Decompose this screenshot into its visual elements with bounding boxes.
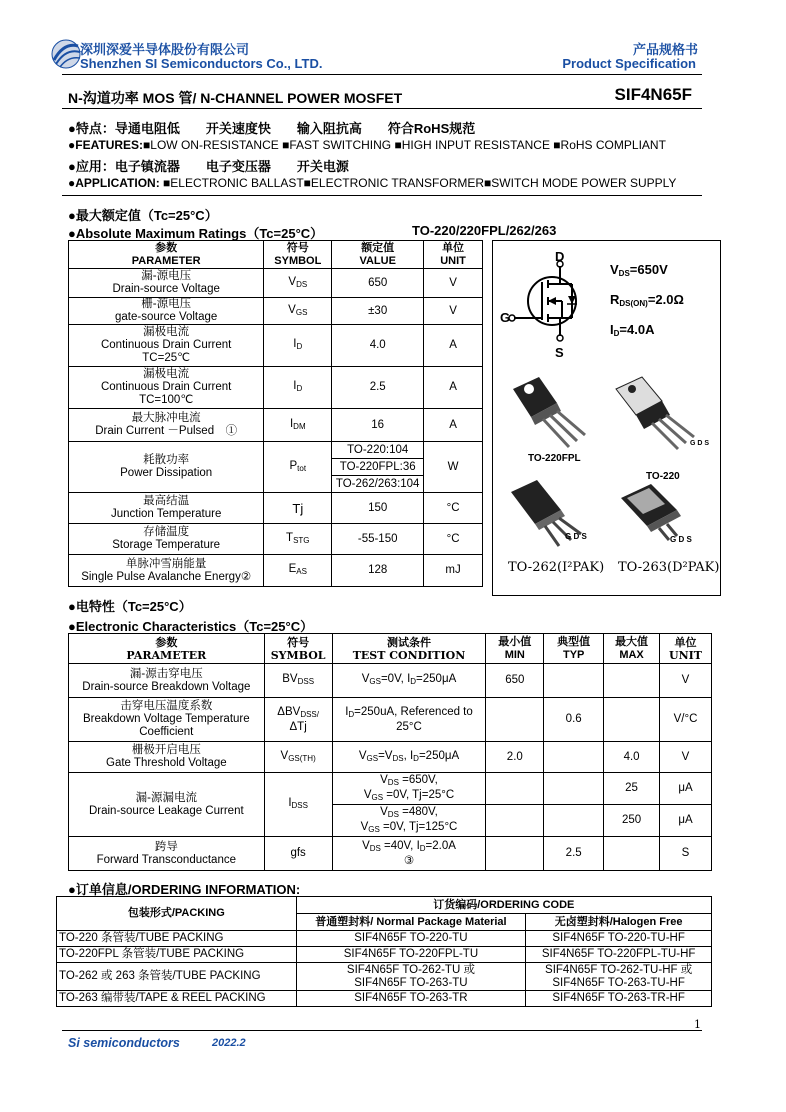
pin-source-label: S — [555, 345, 564, 360]
table-row: 击穿电压温度系数 Breakdown Voltage Temperature Coefficient $\Delta BV_{DSS/}$ ΔTj $I_D=250uA$, Referenced to 25°C 0.6 V/°C — [69, 698, 712, 742]
application-en — [68, 176, 676, 190]
cond-cell: $I_D=250uA$, Referenced to 25°C — [332, 698, 486, 742]
abs-max-table: 参数 PARAMETER 符号 SYMBOL 额定值 VALUE 单位 UNIT 漏-源电压 Drain-source Voltage $V_{DS}$ 650 V 栅-源电压 gate-source Voltage $V_{GS}$ ±30 V 漏极电流 Continuous Drain Current TC=25℃ $I_D$ 4.0 A 漏极电流 Continuous Drain Current TC=100℃ $I_D$ 2.5 A 最大脉冲电流 Drain Current －Pulsed ① $I_{DM}$ 16 A 耗散功率 Power Dissipation $P_{tot}$ TO-220:104 W TO-220FPL:36 TO-262/263:104 最高结温 Junction Temperature Tj 150 °C 存储温度 Storage Temperature $T_{STG}$ -55-150 °C 单脉冲雪崩能量 Single Pulse Avalanche Energy② $E_{AS}$ 128 mJ — [68, 240, 483, 587]
table-row: $V_{DS} =480V$, $V_{GS} =0V$, Tj=125°C 250 μA — [69, 805, 712, 837]
table-row: 最高结温 Junction Temperature Tj 150 °C — [69, 493, 483, 524]
to263-label: TO-263(D²PAK) — [618, 560, 720, 575]
to262-pin-labels: G D S — [565, 532, 587, 541]
part-number: SIF4N65F — [614, 85, 692, 104]
col-parameter: 参数 PARAMETER — [69, 241, 264, 269]
cond-cell: $V_{DS} =40V$, $I_D=2.0A$ ③ — [332, 837, 486, 871]
feature-item: ■FAST SWITCHING — [282, 138, 392, 152]
feature-item: ■RoHS COMPLIANT — [553, 138, 666, 152]
table-row: 单脉冲雪崩能量 Single Pulse Avalanche Energy② $E_{AS}$ 128 mJ — [69, 555, 483, 587]
application-cn: ●应用：电子镇流器 电子变压器 开关电源 — [68, 159, 349, 174]
footer-date: 2022.2 — [212, 1037, 246, 1049]
header-rule — [62, 74, 702, 75]
spec-rds-on: $R_{DS(ON)}=2.0\Omega$ — [610, 292, 684, 308]
application-item: ■ELECTRONIC BALLAST — [163, 176, 304, 190]
abs-max-title-cn: ●最大额定值（Tc=25°C） — [68, 208, 218, 223]
product-type: N-沟道功率 MOS 管/ N-CHANNEL POWER MOSFET — [68, 90, 403, 106]
table-row: TO-263 编带装/TAPE & REEL PACKING SIF4N65F TO-263-TR SIF4N65F TO-263-TR-HF — [57, 991, 712, 1007]
table-header-row — [69, 241, 483, 269]
abs-max-packages: TO-220/220FPL/262/263 — [412, 223, 557, 238]
table-header-row: 包装形式/PACKING 订货编码/ORDERING CODE — [57, 897, 712, 914]
title-rule — [62, 108, 702, 109]
application-item: ■ELECTRONIC TRANSFORMER — [303, 176, 485, 190]
to262-package-icon — [505, 478, 595, 553]
application-item: ■SWITCH MODE POWER SUPPLY — [484, 176, 677, 190]
table-header-row: 参数 PARAMETER 符号 SYMBOL 测试条件 TEST CONDITION 最小值 MIN 典型值 TYP 最大值 MAX 单位 UNIT — [69, 634, 712, 664]
cond-cell: $V_{DS} =480V$, $V_{GS} =0V$, Tj=125°C — [332, 805, 486, 837]
spec-vds: $V_{DS}=650V$ — [610, 262, 668, 278]
pin-gate-label: G — [500, 310, 511, 325]
to220fpl-label: TO-220FPL — [528, 453, 581, 464]
company-logo — [50, 38, 82, 70]
table-row: 耗散功率 Power Dissipation $P_{tot}$ TO-220:104 W — [69, 442, 483, 459]
ordering-table: 包装形式/PACKING 订货编码/ORDERING CODE 普通塑封料/ Normal Package Material 无卤塑封料/Halogen Free TO-220 条管装/TUBE PACKING SIF4N65F TO-220-TU SIF4N65F TO-220-TU-HF TO-220FPL 条管装/TUBE PACKING SIF4N65F TO-220FPL-TU SIF4N65F TO-220FPL-TU-HF TO-262 或 263 条管装/TUBE PACKING SIF4N65F TO-262-TU 或 SIF4N65F TO-263-TU SIF4N65F TO-262-TU-HF 或 SIF4N65F TO-263-TU-HF TO-263 编带装/TAPE & REEL PACKING SIF4N65F TO-263-TR SIF4N65F TO-263-TR-HF — [56, 896, 712, 1007]
elec-char-table — [68, 633, 712, 871]
feature-item: ■LOW ON-RESISTANCE — [143, 138, 279, 152]
to220fpl-package-icon — [505, 375, 595, 455]
elec-title-en: ●Electronic Characteristics（Tc=25°C） — [68, 619, 314, 634]
features-cn: ●特点：导通电阻低 开关速度快 输入阻抗高 符合RoHS规范 — [68, 121, 476, 136]
feature-item: ■HIGH INPUT RESISTANCE — [394, 138, 550, 152]
to263-pin-labels: G D S — [670, 535, 692, 544]
page-number: 1 — [694, 1018, 701, 1031]
table-row: 漏极电流 Continuous Drain Current TC=25℃ $I_D$ 4.0 A — [69, 325, 483, 367]
to220-label: TO-220 — [646, 471, 680, 482]
features-label: ●FEATURES: — [68, 138, 144, 152]
table-row: 漏-源电压 Drain-source Voltage $V_{DS}$ 650 V — [69, 269, 483, 298]
cond-cell: $V_{GS}=V_{DS}$, $I_D=250\mu A$ — [332, 742, 486, 773]
table-row: 漏-源击穿电压 Drain-source Breakdown Voltage $BV_{DSS}$ $V_{GS}=0V$, $I_D=250\mu A$ 650 V — [69, 664, 712, 698]
footer-company: Si semiconductors — [68, 1036, 180, 1050]
table-row: 漏极电流 Continuous Drain Current TC=100℃ $I_D$ 2.5 A — [69, 367, 483, 409]
col-symbol: 符号 SYMBOL — [264, 241, 332, 269]
doc-type-cn: 产品规格书 — [632, 42, 698, 57]
cond-cell: $V_{DS} =650V$, $V_{GS} =0V$, Tj=25°C — [332, 773, 486, 805]
table-row: TO-262 或 263 条管装/TUBE PACKING SIF4N65F TO-262-TU 或 SIF4N65F TO-263-TU SIF4N65F TO-262-TU-HF 或 SIF4N65F TO-263-TU-HF — [57, 963, 712, 991]
table-row: 最大脉冲电流 Drain Current －Pulsed ① $I_{DM}$ 16 A — [69, 409, 483, 442]
to262-label: TO-262(I²PAK) — [508, 560, 605, 575]
table-row: 栅极开启电压 Gate Threshold Voltage $V_{GS(TH)}$ $V_{GS}=V_{DS}$, $I_D=250\mu A$ 2.0 4.0 V — [69, 742, 712, 773]
col-unit: 单位 UNIT — [424, 241, 483, 269]
company-name-en: Shenzhen SI Semiconductors Co., LTD. — [80, 56, 323, 71]
table-row: TO-220FPL 条管装/TUBE PACKING SIF4N65F TO-220FPL-TU SIF4N65F TO-220FPL-TU-HF — [57, 947, 712, 963]
application-label: ●APPLICATION: — [68, 176, 160, 190]
col-value: 额定值 VALUE — [332, 241, 424, 269]
company-name-cn: 深圳深爱半导体股份有限公司 — [80, 42, 250, 57]
table-row: 漏-源漏电流 Drain-source Leakage Current $I_{DSS}$ $V_{DS} =650V$, $V_{GS} =0V$, Tj=25°C 25 μA — [69, 773, 712, 805]
features-en — [68, 138, 666, 152]
pin-drain-label: D — [555, 249, 565, 264]
mosfet-symbol-icon — [500, 248, 600, 360]
doc-type-en: Product Specification — [562, 56, 696, 71]
table-row: 栅-源电压 gate-source Voltage $V_{GS}$ ±30 V — [69, 298, 483, 325]
to220-pin-labels: G D S — [690, 440, 710, 447]
table-row: 存储温度 Storage Temperature $T_{STG}$ -55-150 °C — [69, 524, 483, 555]
to263-package-icon — [615, 478, 710, 553]
table-row: TO-220 条管装/TUBE PACKING SIF4N65F TO-220-TU SIF4N65F TO-220-TU-HF — [57, 931, 712, 947]
spec-id: $I_D=4.0A$ — [610, 322, 655, 338]
cond-cell: $V_{GS}=0V$, $I_D=250\mu A$ — [332, 664, 486, 698]
features-rule — [62, 195, 702, 196]
elec-title-cn: ●电特性（Tc=25°C） — [68, 599, 192, 614]
abs-max-title-en: ●Absolute Maximum Ratings（Tc=25°C） — [68, 226, 324, 241]
ordering-title: ●订单信息/ORDERING INFORMATION: — [68, 882, 301, 897]
table-row: 跨导 Forward Transconductance gfs $V_{DS} =40V$, $I_D=2.0A$ ③ 2.5 S — [69, 837, 712, 871]
footer-rule — [62, 1030, 702, 1031]
